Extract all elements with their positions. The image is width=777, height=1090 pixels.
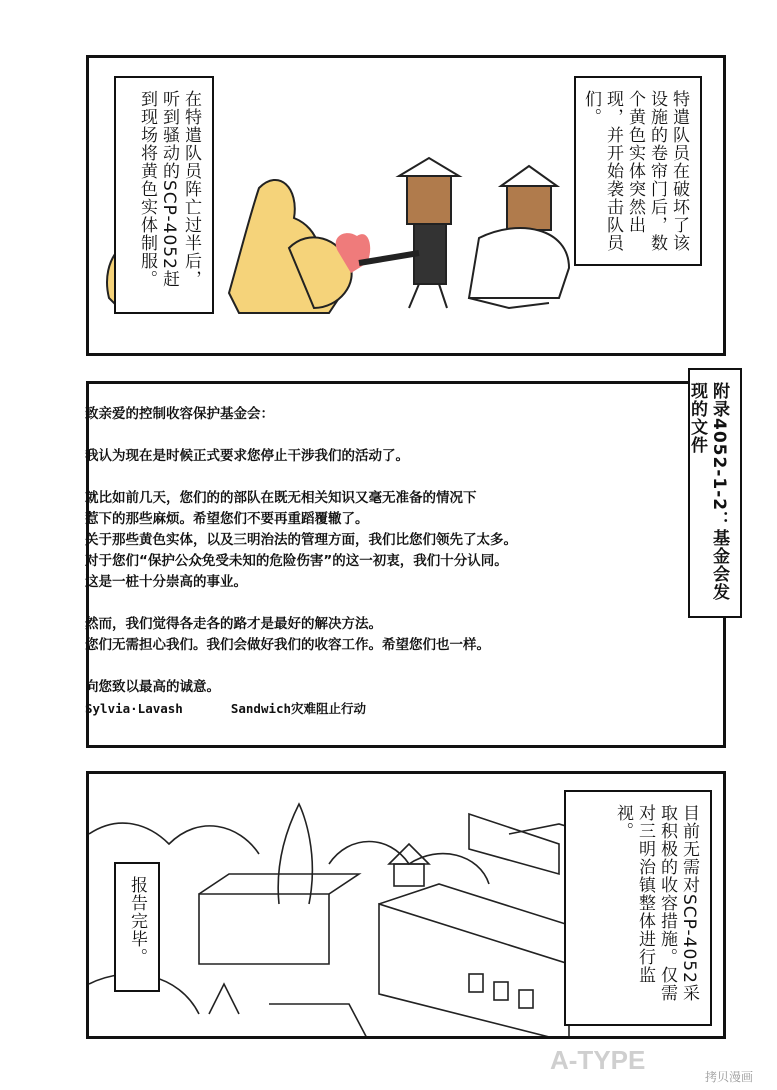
- letter-line: 这是一桩十分崇高的事业。: [85, 574, 247, 590]
- letter-paragraph-1: 我认为现在是时候正式要求您停止干涉我们的活动了。: [85, 448, 409, 464]
- caption-right: 特遣队员在破坏了该设施的卷帘门后，数个黄色实体突然出现，并开始袭击队员们。: [574, 76, 702, 266]
- caption-left: 在特遣队员阵亡过半后，听到骚动的SCP-4052赶到现场将黄色实体制服。: [114, 76, 214, 314]
- panel-3: [86, 771, 726, 1039]
- watermark-corner: 拷贝漫画: [705, 1070, 754, 1084]
- signature-name: Sylvia·Lavash: [85, 701, 183, 716]
- caption-recommendation: 目前无需对SCP-4052采取积极的收容措施。仅需对三明治镇整体进行监视。: [564, 790, 712, 1026]
- letter-line: 您们无需担心我们。我们会做好我们的收容工作。希望您们也一样。: [85, 637, 490, 653]
- signature-org: Sandwich灾难阻止行动: [230, 701, 367, 716]
- letter-line: 然而，我们觉得各走各的路才是最好的解决方法。: [85, 616, 382, 632]
- letter-line: 对于您们“保护公众免受未知的危险伤害”的这一初衷，我们十分认同。: [85, 553, 508, 569]
- letter-closing: 向您致以最高的诚意。: [85, 679, 220, 695]
- watermark-atype: A-TYPE: [550, 1045, 646, 1075]
- letter-signature: [85, 698, 645, 719]
- appendix-side-label: 附录4052-1-2：基金会发现的文件: [688, 368, 742, 618]
- letter-line: 惹下的那些麻烦。希望您们不要再重蹈覆辙了。: [85, 511, 369, 527]
- caption-report-complete: 报告完毕。: [114, 862, 160, 992]
- letter-greeting: 致亲爱的控制收容保护基金会：: [85, 406, 274, 422]
- letter-line: 就比如前几天，您们的的部队在既无相关知识又毫无准备的情况下: [85, 490, 477, 506]
- panel-1: [86, 55, 726, 356]
- letter-document: [85, 404, 645, 719]
- letter-line: 关于那些黄色实体，以及三明治法的管理方面，我们比您们领先了太多。: [85, 532, 517, 548]
